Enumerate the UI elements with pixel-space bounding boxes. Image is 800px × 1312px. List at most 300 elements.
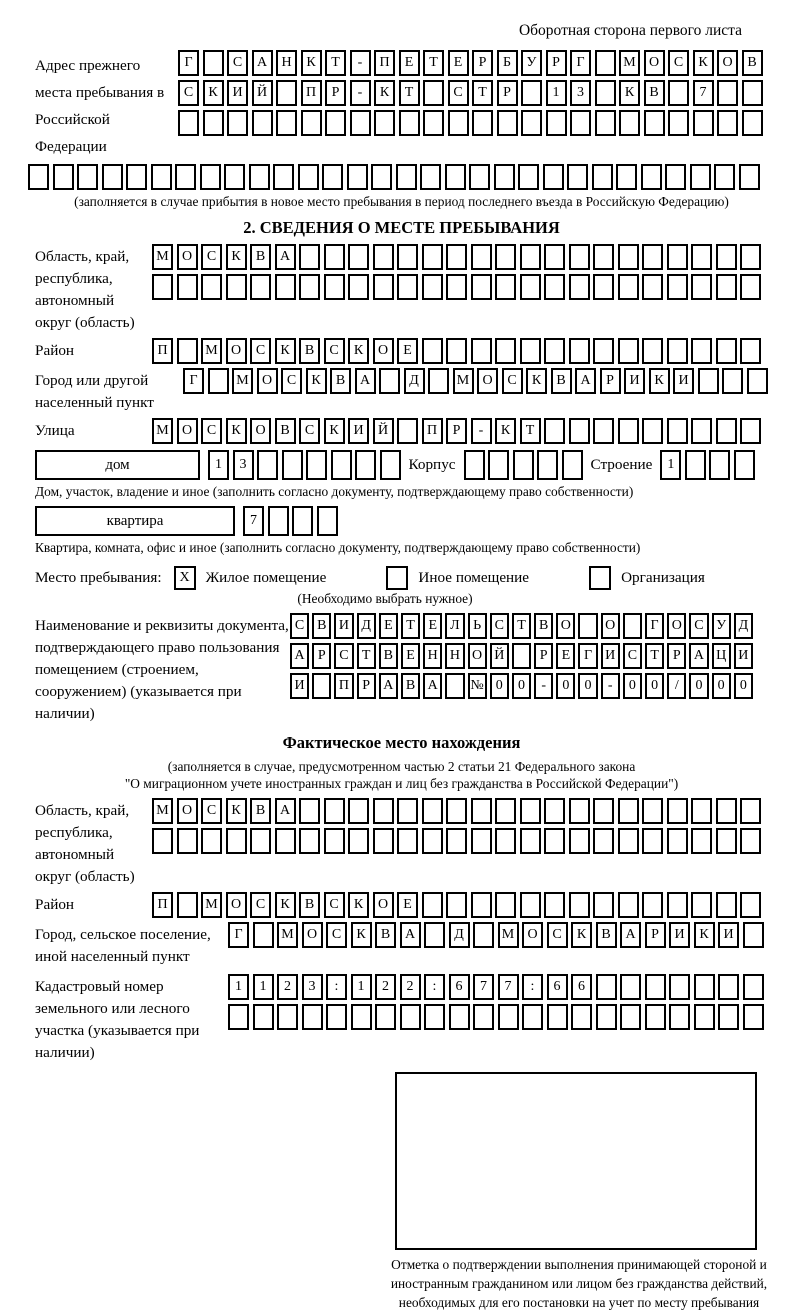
char-box[interactable]: - xyxy=(601,673,620,699)
char-box[interactable] xyxy=(743,974,764,1000)
char-box[interactable]: Н xyxy=(445,643,464,669)
char-box[interactable]: В xyxy=(401,673,420,699)
char-box[interactable] xyxy=(422,338,443,364)
char-box[interactable]: 1 xyxy=(351,974,372,1000)
char-box[interactable]: Е xyxy=(399,50,420,76)
char-box[interactable]: В xyxy=(275,418,296,444)
char-box[interactable]: К xyxy=(694,922,715,948)
char-box[interactable]: С xyxy=(448,80,469,106)
char-box[interactable] xyxy=(667,274,688,300)
char-box[interactable] xyxy=(642,828,663,854)
char-box[interactable] xyxy=(226,828,247,854)
char-box[interactable]: Г xyxy=(570,50,591,76)
char-box[interactable]: К xyxy=(571,922,592,948)
char-box[interactable] xyxy=(177,274,198,300)
char-box[interactable] xyxy=(423,110,444,136)
char-box[interactable]: М xyxy=(277,922,298,948)
char-box[interactable]: 0 xyxy=(512,673,531,699)
char-box[interactable] xyxy=(282,450,303,480)
char-box[interactable] xyxy=(471,892,492,918)
char-box[interactable] xyxy=(642,244,663,270)
char-box[interactable] xyxy=(596,1004,617,1030)
char-box[interactable]: В xyxy=(299,892,320,918)
char-box[interactable] xyxy=(302,1004,323,1030)
char-box[interactable] xyxy=(618,274,639,300)
char-box[interactable] xyxy=(569,274,590,300)
char-box[interactable]: 0 xyxy=(578,673,597,699)
char-box[interactable]: Р xyxy=(645,922,666,948)
char-box[interactable]: Д xyxy=(449,922,470,948)
char-box[interactable] xyxy=(694,1004,715,1030)
char-box[interactable] xyxy=(298,164,319,190)
char-box[interactable] xyxy=(446,244,467,270)
char-box[interactable] xyxy=(722,368,743,394)
char-box[interactable] xyxy=(224,164,245,190)
char-box[interactable] xyxy=(102,164,123,190)
char-box[interactable]: И xyxy=(624,368,645,394)
char-box[interactable]: П xyxy=(422,418,443,444)
char-box[interactable] xyxy=(667,244,688,270)
char-box[interactable] xyxy=(569,892,590,918)
char-box[interactable] xyxy=(716,892,737,918)
char-box[interactable]: Т xyxy=(399,80,420,106)
char-box[interactable] xyxy=(734,450,755,480)
char-box[interactable] xyxy=(691,338,712,364)
char-box[interactable]: Й xyxy=(373,418,394,444)
char-box[interactable] xyxy=(595,50,616,76)
char-box[interactable]: Г xyxy=(178,50,199,76)
char-box[interactable] xyxy=(742,110,763,136)
char-box[interactable] xyxy=(351,1004,372,1030)
char-box[interactable]: Л xyxy=(445,613,464,639)
char-box[interactable]: Г xyxy=(228,922,249,948)
char-box[interactable]: 6 xyxy=(449,974,470,1000)
house-type-box[interactable]: дом xyxy=(35,450,200,480)
char-box[interactable] xyxy=(544,274,565,300)
char-box[interactable]: М xyxy=(201,338,222,364)
char-box[interactable]: 7 xyxy=(498,974,519,1000)
char-box[interactable] xyxy=(667,338,688,364)
char-box[interactable]: Е xyxy=(397,892,418,918)
char-box[interactable] xyxy=(53,164,74,190)
char-box[interactable]: 7 xyxy=(473,974,494,1000)
char-box[interactable] xyxy=(740,338,761,364)
char-box[interactable]: К xyxy=(348,892,369,918)
char-box[interactable]: И xyxy=(601,643,620,669)
char-box[interactable] xyxy=(716,338,737,364)
char-box[interactable]: А xyxy=(355,368,376,394)
char-box[interactable]: Е xyxy=(397,338,418,364)
char-box[interactable] xyxy=(449,1004,470,1030)
char-box[interactable] xyxy=(201,274,222,300)
char-box[interactable]: С xyxy=(334,643,353,669)
char-box[interactable] xyxy=(276,110,297,136)
char-box[interactable] xyxy=(373,828,394,854)
char-box[interactable]: А xyxy=(575,368,596,394)
char-box[interactable] xyxy=(299,244,320,270)
char-box[interactable]: О xyxy=(556,613,575,639)
char-box[interactable] xyxy=(257,450,278,480)
char-box[interactable]: 0 xyxy=(556,673,575,699)
char-box[interactable] xyxy=(396,164,417,190)
char-box[interactable] xyxy=(324,274,345,300)
char-box[interactable] xyxy=(471,828,492,854)
char-box[interactable]: Е xyxy=(448,50,469,76)
char-box[interactable]: Р xyxy=(534,643,553,669)
char-box[interactable] xyxy=(714,164,735,190)
char-box[interactable] xyxy=(495,828,516,854)
char-box[interactable] xyxy=(249,164,270,190)
char-box[interactable]: С xyxy=(689,613,708,639)
char-box[interactable] xyxy=(348,274,369,300)
char-box[interactable] xyxy=(717,110,738,136)
char-box[interactable]: К xyxy=(348,338,369,364)
char-box[interactable] xyxy=(522,1004,543,1030)
char-box[interactable]: К xyxy=(374,80,395,106)
char-box[interactable] xyxy=(543,164,564,190)
char-box[interactable] xyxy=(544,798,565,824)
char-box[interactable] xyxy=(306,450,327,480)
char-box[interactable] xyxy=(642,798,663,824)
char-box[interactable]: С xyxy=(623,643,642,669)
char-box[interactable] xyxy=(324,244,345,270)
char-box[interactable]: Т xyxy=(401,613,420,639)
char-box[interactable] xyxy=(544,244,565,270)
char-box[interactable] xyxy=(422,274,443,300)
char-box[interactable] xyxy=(569,418,590,444)
char-box[interactable] xyxy=(373,244,394,270)
char-box[interactable] xyxy=(422,828,443,854)
char-box[interactable] xyxy=(620,1004,641,1030)
char-box[interactable]: Е xyxy=(556,643,575,669)
char-box[interactable] xyxy=(716,828,737,854)
char-box[interactable] xyxy=(375,1004,396,1030)
char-box[interactable]: : xyxy=(326,974,347,1000)
char-box[interactable] xyxy=(469,164,490,190)
char-box[interactable]: 3 xyxy=(302,974,323,1000)
char-box[interactable] xyxy=(691,274,712,300)
char-box[interactable] xyxy=(691,418,712,444)
char-box[interactable] xyxy=(667,418,688,444)
char-box[interactable] xyxy=(380,450,401,480)
char-box[interactable] xyxy=(718,1004,739,1030)
char-box[interactable] xyxy=(497,110,518,136)
char-box[interactable] xyxy=(471,798,492,824)
char-box[interactable] xyxy=(620,974,641,1000)
char-box[interactable] xyxy=(373,274,394,300)
char-box[interactable]: К xyxy=(324,418,345,444)
char-box[interactable]: В xyxy=(596,922,617,948)
char-box[interactable] xyxy=(593,244,614,270)
char-box[interactable] xyxy=(494,164,515,190)
char-box[interactable] xyxy=(299,274,320,300)
char-box[interactable] xyxy=(520,338,541,364)
char-box[interactable] xyxy=(593,338,614,364)
char-box[interactable] xyxy=(275,274,296,300)
char-box[interactable] xyxy=(690,164,711,190)
char-box[interactable] xyxy=(618,338,639,364)
char-box[interactable]: М xyxy=(498,922,519,948)
char-box[interactable]: Р xyxy=(497,80,518,106)
char-box[interactable] xyxy=(495,798,516,824)
char-box[interactable] xyxy=(562,450,583,480)
char-box[interactable] xyxy=(641,164,662,190)
char-box[interactable] xyxy=(716,244,737,270)
char-box[interactable]: С xyxy=(250,338,271,364)
char-box[interactable] xyxy=(348,244,369,270)
char-box[interactable] xyxy=(446,828,467,854)
char-box[interactable]: У xyxy=(521,50,542,76)
char-box[interactable] xyxy=(569,338,590,364)
char-box[interactable] xyxy=(126,164,147,190)
char-box[interactable]: П xyxy=(152,892,173,918)
char-box[interactable] xyxy=(739,164,760,190)
char-box[interactable]: Р xyxy=(325,80,346,106)
zhiloe-checkbox[interactable]: X xyxy=(174,566,196,590)
char-box[interactable] xyxy=(544,338,565,364)
char-box[interactable] xyxy=(203,110,224,136)
char-box[interactable] xyxy=(446,798,467,824)
char-box[interactable] xyxy=(177,892,198,918)
char-box[interactable] xyxy=(740,892,761,918)
char-box[interactable]: В xyxy=(250,798,271,824)
char-box[interactable] xyxy=(348,798,369,824)
char-box[interactable]: О xyxy=(601,613,620,639)
char-box[interactable] xyxy=(277,1004,298,1030)
char-box[interactable]: П xyxy=(301,80,322,106)
char-box[interactable] xyxy=(445,673,464,699)
char-box[interactable] xyxy=(324,828,345,854)
char-box[interactable] xyxy=(77,164,98,190)
org-checkbox[interactable] xyxy=(589,566,611,590)
char-box[interactable] xyxy=(668,110,689,136)
char-box[interactable] xyxy=(578,613,597,639)
char-box[interactable] xyxy=(716,798,737,824)
char-box[interactable] xyxy=(645,974,666,1000)
char-box[interactable]: И xyxy=(334,613,353,639)
char-box[interactable] xyxy=(495,244,516,270)
char-box[interactable]: К xyxy=(649,368,670,394)
char-box[interactable]: С xyxy=(201,798,222,824)
char-box[interactable]: М xyxy=(619,50,640,76)
char-box[interactable]: К xyxy=(275,892,296,918)
char-box[interactable]: С xyxy=(668,50,689,76)
char-box[interactable] xyxy=(546,110,567,136)
char-box[interactable]: Р xyxy=(600,368,621,394)
char-box[interactable]: К xyxy=(351,922,372,948)
char-box[interactable] xyxy=(520,798,541,824)
char-box[interactable]: И xyxy=(718,922,739,948)
char-box[interactable] xyxy=(446,892,467,918)
char-box[interactable]: : xyxy=(424,974,445,1000)
char-box[interactable] xyxy=(348,828,369,854)
char-box[interactable]: А xyxy=(620,922,641,948)
char-box[interactable] xyxy=(203,50,224,76)
char-box[interactable] xyxy=(747,368,768,394)
char-box[interactable]: О xyxy=(257,368,278,394)
char-box[interactable]: О xyxy=(177,418,198,444)
char-box[interactable]: - xyxy=(471,418,492,444)
char-box[interactable] xyxy=(227,110,248,136)
char-box[interactable]: Р xyxy=(312,643,331,669)
char-box[interactable]: Т xyxy=(512,613,531,639)
char-box[interactable] xyxy=(423,80,444,106)
char-box[interactable] xyxy=(373,798,394,824)
char-box[interactable] xyxy=(595,80,616,106)
char-box[interactable] xyxy=(570,110,591,136)
char-box[interactable]: К xyxy=(495,418,516,444)
char-box[interactable]: С xyxy=(324,892,345,918)
char-box[interactable]: В xyxy=(375,922,396,948)
char-box[interactable] xyxy=(445,164,466,190)
char-box[interactable]: 3 xyxy=(233,450,254,480)
char-box[interactable]: К xyxy=(226,418,247,444)
char-box[interactable] xyxy=(152,274,173,300)
char-box[interactable]: О xyxy=(226,892,247,918)
char-box[interactable] xyxy=(324,798,345,824)
char-box[interactable] xyxy=(350,110,371,136)
char-box[interactable] xyxy=(616,164,637,190)
char-box[interactable] xyxy=(642,274,663,300)
char-box[interactable] xyxy=(693,110,714,136)
char-box[interactable] xyxy=(448,110,469,136)
char-box[interactable] xyxy=(355,450,376,480)
char-box[interactable] xyxy=(593,274,614,300)
char-box[interactable] xyxy=(667,828,688,854)
char-box[interactable]: О xyxy=(468,643,487,669)
char-box[interactable] xyxy=(399,110,420,136)
char-box[interactable] xyxy=(740,274,761,300)
char-box[interactable]: Д xyxy=(734,613,753,639)
char-box[interactable]: Е xyxy=(379,613,398,639)
char-box[interactable]: А xyxy=(689,643,708,669)
char-box[interactable]: 7 xyxy=(693,80,714,106)
char-box[interactable]: С xyxy=(201,244,222,270)
char-box[interactable] xyxy=(397,418,418,444)
char-box[interactable]: 2 xyxy=(277,974,298,1000)
char-box[interactable]: О xyxy=(717,50,738,76)
char-box[interactable]: Й xyxy=(252,80,273,106)
char-box[interactable]: 0 xyxy=(623,673,642,699)
char-box[interactable]: 1 xyxy=(228,974,249,1000)
char-box[interactable]: К xyxy=(203,80,224,106)
char-box[interactable]: С xyxy=(227,50,248,76)
char-box[interactable] xyxy=(740,828,761,854)
char-box[interactable]: С xyxy=(324,338,345,364)
char-box[interactable] xyxy=(428,368,449,394)
char-box[interactable] xyxy=(618,418,639,444)
char-box[interactable]: С xyxy=(178,80,199,106)
char-box[interactable]: 0 xyxy=(645,673,664,699)
char-box[interactable]: Р xyxy=(472,50,493,76)
char-box[interactable] xyxy=(371,164,392,190)
char-box[interactable]: С xyxy=(299,418,320,444)
apartment-type-box[interactable]: квартира xyxy=(35,506,235,536)
char-box[interactable]: К xyxy=(226,798,247,824)
char-box[interactable] xyxy=(422,798,443,824)
char-box[interactable]: Т xyxy=(325,50,346,76)
char-box[interactable]: О xyxy=(373,338,394,364)
char-box[interactable] xyxy=(400,1004,421,1030)
char-box[interactable]: Т xyxy=(357,643,376,669)
char-box[interactable] xyxy=(473,922,494,948)
char-box[interactable] xyxy=(642,892,663,918)
char-box[interactable] xyxy=(498,1004,519,1030)
char-box[interactable]: М xyxy=(232,368,253,394)
char-box[interactable]: О xyxy=(177,244,198,270)
char-box[interactable] xyxy=(299,828,320,854)
char-box[interactable] xyxy=(446,338,467,364)
char-box[interactable]: Г xyxy=(578,643,597,669)
char-box[interactable] xyxy=(592,164,613,190)
inoe-checkbox[interactable] xyxy=(386,566,408,590)
char-box[interactable]: Ц xyxy=(712,643,731,669)
char-box[interactable]: А xyxy=(275,244,296,270)
char-box[interactable]: О xyxy=(667,613,686,639)
char-box[interactable] xyxy=(151,164,172,190)
char-box[interactable]: И xyxy=(734,643,753,669)
char-box[interactable]: Г xyxy=(183,368,204,394)
char-box[interactable]: Г xyxy=(645,613,664,639)
char-box[interactable]: П xyxy=(374,50,395,76)
char-box[interactable] xyxy=(347,164,368,190)
char-box[interactable] xyxy=(618,244,639,270)
char-box[interactable]: 0 xyxy=(490,673,509,699)
char-box[interactable]: Д xyxy=(404,368,425,394)
char-box[interactable]: 1 xyxy=(208,450,229,480)
char-box[interactable]: К xyxy=(619,80,640,106)
char-box[interactable] xyxy=(537,450,558,480)
char-box[interactable] xyxy=(273,164,294,190)
char-box[interactable]: Т xyxy=(472,80,493,106)
char-box[interactable]: О xyxy=(522,922,543,948)
char-box[interactable] xyxy=(513,450,534,480)
char-box[interactable] xyxy=(667,892,688,918)
char-box[interactable] xyxy=(520,274,541,300)
char-box[interactable] xyxy=(618,892,639,918)
char-box[interactable] xyxy=(446,274,467,300)
char-box[interactable] xyxy=(299,798,320,824)
char-box[interactable] xyxy=(471,244,492,270)
char-box[interactable]: В xyxy=(312,613,331,639)
char-box[interactable]: И xyxy=(673,368,694,394)
char-box[interactable] xyxy=(397,244,418,270)
char-box[interactable] xyxy=(424,922,445,948)
char-box[interactable] xyxy=(618,828,639,854)
char-box[interactable]: М xyxy=(152,798,173,824)
char-box[interactable]: Б xyxy=(497,50,518,76)
char-box[interactable] xyxy=(379,368,400,394)
char-box[interactable]: 0 xyxy=(689,673,708,699)
char-box[interactable]: Ь xyxy=(468,613,487,639)
char-box[interactable] xyxy=(544,418,565,444)
char-box[interactable] xyxy=(544,828,565,854)
char-box[interactable]: В xyxy=(250,244,271,270)
char-box[interactable]: К xyxy=(275,338,296,364)
char-box[interactable] xyxy=(250,274,271,300)
char-box[interactable] xyxy=(520,244,541,270)
char-box[interactable]: У xyxy=(712,613,731,639)
char-box[interactable]: М xyxy=(152,244,173,270)
char-box[interactable] xyxy=(208,368,229,394)
char-box[interactable] xyxy=(667,798,688,824)
char-box[interactable] xyxy=(691,892,712,918)
char-box[interactable]: Р xyxy=(446,418,467,444)
char-box[interactable]: Т xyxy=(423,50,444,76)
char-box[interactable]: О xyxy=(373,892,394,918)
char-box[interactable] xyxy=(495,274,516,300)
char-box[interactable] xyxy=(397,828,418,854)
